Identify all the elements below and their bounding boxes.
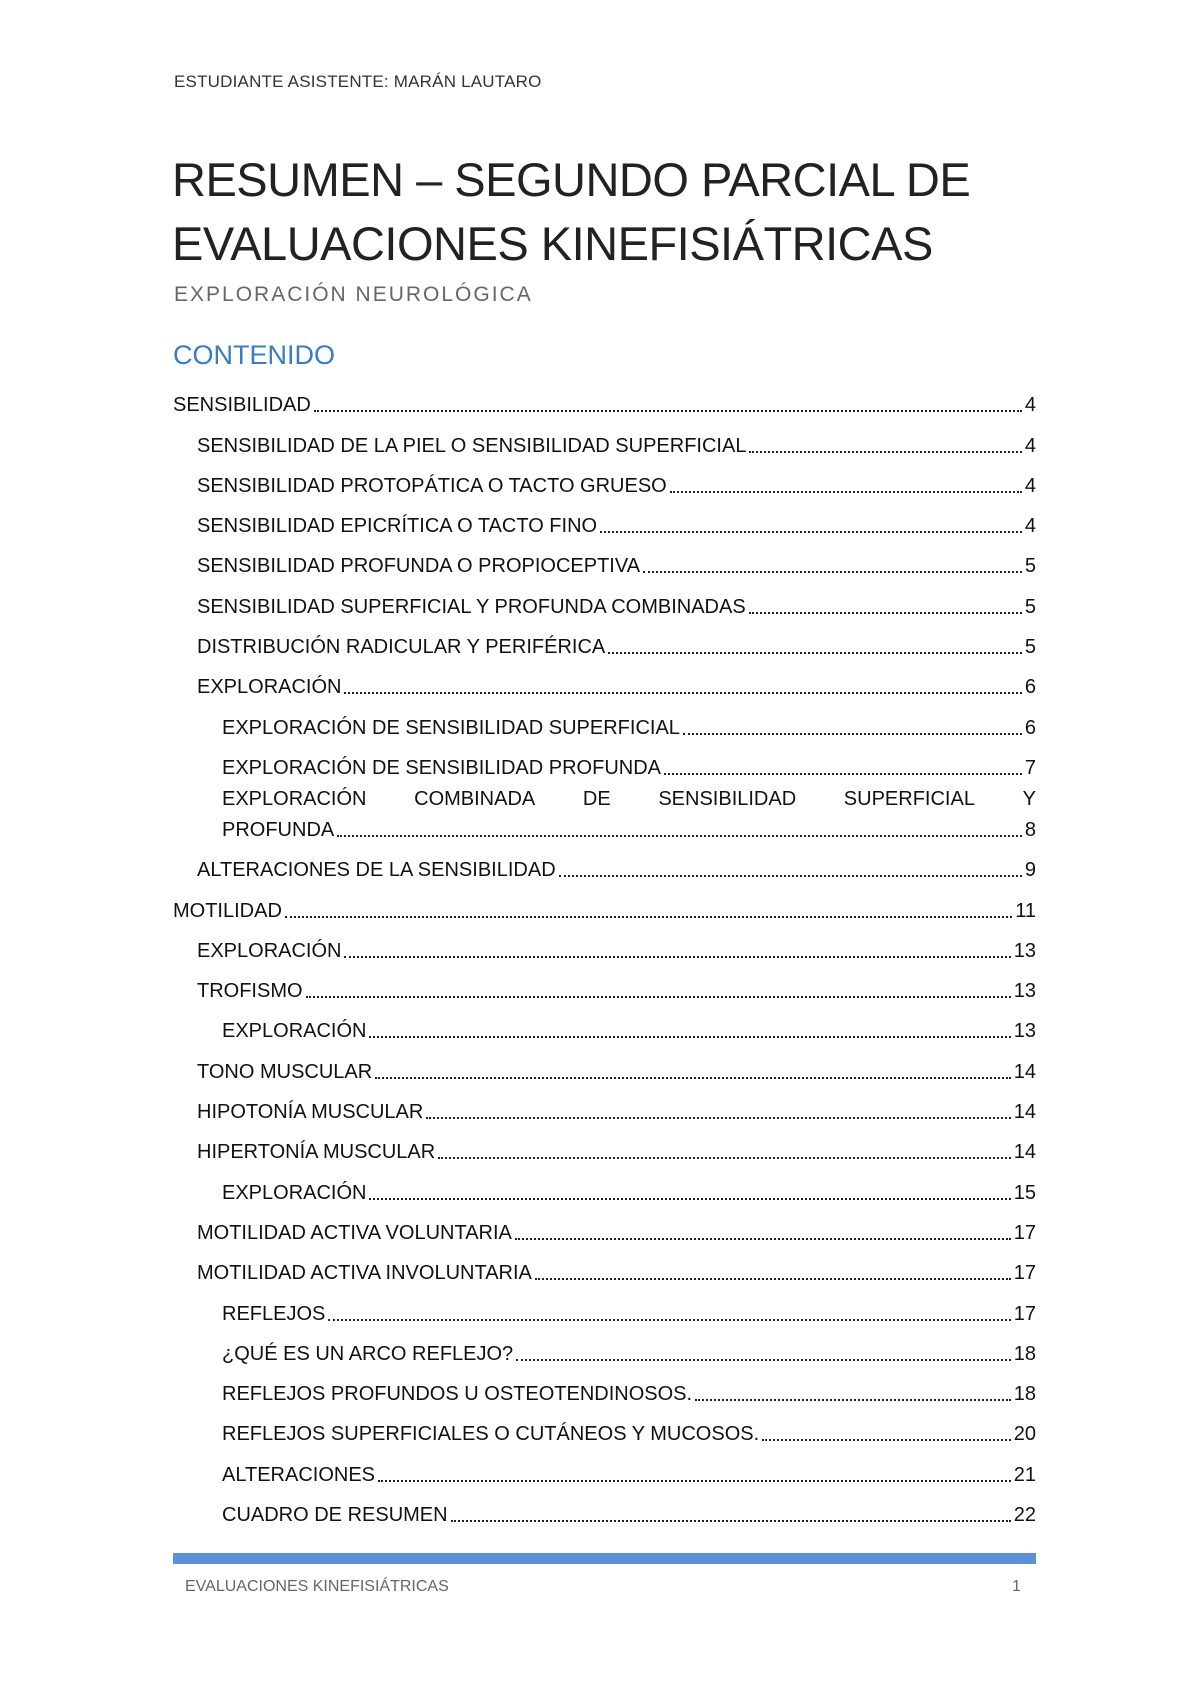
toc-entry[interactable]	[173, 740, 1036, 780]
toc-entry-text: HIPOTONÍA MUSCULAR	[197, 1101, 424, 1124]
toc-page-number: 17	[1013, 1302, 1036, 1325]
table-of-contents	[173, 377, 1036, 1527]
toc-entry-word: EXPLORACIÓN	[222, 787, 367, 810]
document-title	[172, 148, 1072, 276]
toc-leader-dots	[426, 1117, 1010, 1119]
toc-leader-dots	[683, 733, 1022, 735]
toc-entry[interactable]	[173, 578, 1036, 618]
toc-page-number: 14	[1013, 1141, 1036, 1164]
toc-entry-text: MOTILIDAD	[173, 899, 282, 922]
toc-leader-dots	[600, 531, 1022, 533]
toc-entry-text: REFLEJOS PROFUNDOS U OSTEOTENDINOSOS.	[222, 1383, 693, 1406]
toc-entry-text: SENSIBILIDAD	[173, 394, 311, 417]
toc-leader-dots	[643, 571, 1022, 573]
toc-leader-dots	[344, 692, 1021, 694]
toc-entry[interactable]	[173, 1406, 1036, 1446]
toc-leader-dots	[749, 612, 1022, 614]
footer-page-number: 1	[1012, 1578, 1021, 1595]
toc-leader-dots	[369, 1036, 1010, 1038]
title-line-1: RESUMEN – SEGUNDO PARCIAL DE	[172, 153, 971, 206]
toc-leader-dots	[515, 1238, 1011, 1240]
toc-entry[interactable]	[173, 458, 1036, 498]
toc-entry[interactable]	[173, 1446, 1036, 1486]
page-header: ESTUDIANTE ASISTENTE: MARÁN LAUTARO	[174, 72, 542, 91]
toc-entry[interactable]	[173, 619, 1036, 659]
toc-page-number: 4	[1024, 434, 1036, 457]
toc-entry-text: MOTILIDAD ACTIVA INVOLUNTARIA	[197, 1262, 532, 1285]
toc-leader-dots	[369, 1198, 1010, 1200]
toc-leader-dots	[451, 1520, 1011, 1522]
toc-entry-text: EXPLORACIÓN	[222, 1020, 367, 1043]
toc-entry[interactable]	[173, 1487, 1036, 1527]
toc-page-number: 15	[1013, 1181, 1036, 1204]
toc-entry-text: MOTILIDAD ACTIVA VOLUNTARIA	[197, 1221, 512, 1244]
toc-entry-text: ALTERACIONES DE LA SENSIBILIDAD	[197, 859, 556, 882]
toc-page-number: 11	[1015, 899, 1036, 922]
toc-page-number: 8	[1024, 818, 1036, 841]
toc-entry-text: EXPLORACIÓN	[222, 1181, 367, 1204]
toc-leader-dots	[749, 451, 1021, 453]
toc-leader-dots	[344, 956, 1010, 958]
toc-leader-dots	[535, 1278, 1011, 1280]
toc-page-number: 6	[1024, 716, 1036, 739]
toc-entry-text: SENSIBILIDAD PROFUNDA O PROPIOCEPTIVA	[197, 555, 641, 578]
toc-leader-dots	[559, 875, 1022, 877]
toc-entry-word: COMBINADA	[414, 787, 536, 810]
toc-entry[interactable]	[173, 1003, 1036, 1043]
toc-entry[interactable]	[173, 963, 1036, 1003]
toc-page-number: 22	[1013, 1504, 1036, 1527]
toc-entry[interactable]	[173, 780, 1036, 842]
toc-entry-text: REFLEJOS SUPERFICIALES O CUTÁNEOS Y MUCOSOS.	[222, 1423, 760, 1446]
toc-entry[interactable]	[173, 842, 1036, 882]
toc-entry[interactable]	[173, 923, 1036, 963]
toc-page-number: 17	[1013, 1262, 1036, 1285]
toc-entry[interactable]	[173, 1043, 1036, 1083]
toc-page-number: 5	[1024, 595, 1036, 618]
toc-entry-text: ALTERACIONES	[222, 1463, 375, 1486]
toc-entry-text: TONO MUSCULAR	[197, 1060, 373, 1083]
toc-entry-word: DE	[582, 787, 611, 810]
toc-entry[interactable]	[173, 1366, 1036, 1406]
toc-page-number: 18	[1013, 1383, 1036, 1406]
toc-page-number: 13	[1013, 980, 1036, 1003]
toc-leader-dots	[285, 916, 1012, 918]
toc-leader-dots	[314, 410, 1022, 412]
toc-entry-word: SUPERFICIAL	[843, 787, 975, 810]
toc-leader-dots	[516, 1359, 1011, 1361]
toc-entry-text: SENSIBILIDAD EPICRÍTICA O TACTO FINO	[197, 515, 598, 538]
toc-entry[interactable]	[173, 377, 1036, 417]
toc-entry[interactable]	[173, 659, 1036, 699]
toc-entry-text: EXPLORACIÓN	[197, 939, 342, 962]
toc-heading: CONTENIDO	[173, 340, 335, 370]
toc-entry-text: EXPLORACIÓN DE SENSIBILIDAD SUPERFICIAL	[222, 716, 680, 739]
toc-entry-text: SENSIBILIDAD PROTOPÁTICA O TACTO GRUESO	[197, 474, 667, 497]
toc-entry-text: HIPERTONÍA MUSCULAR	[197, 1141, 436, 1164]
toc-entry-text: SENSIBILIDAD DE LA PIEL O SENSIBILIDAD SUPERFICIAL	[197, 434, 747, 457]
toc-entry-word: Y	[1022, 787, 1036, 810]
toc-page-number: 20	[1013, 1423, 1036, 1446]
toc-entry-text: SENSIBILIDAD SUPERFICIAL Y PROFUNDA COMBINADAS	[197, 595, 746, 618]
toc-page-number: 4	[1024, 394, 1036, 417]
toc-leader-dots	[375, 1077, 1011, 1079]
toc-entry[interactable]	[173, 1084, 1036, 1124]
toc-page-number: 14	[1013, 1060, 1036, 1083]
toc-entry[interactable]	[173, 1124, 1036, 1164]
toc-page-number: 17	[1013, 1221, 1036, 1244]
toc-leader-dots	[438, 1157, 1011, 1159]
toc-page-number: 5	[1024, 555, 1036, 578]
toc-leader-dots	[378, 1480, 1011, 1482]
toc-page-number: 6	[1024, 676, 1036, 699]
toc-entry[interactable]	[173, 498, 1036, 538]
toc-entry[interactable]	[173, 1205, 1036, 1245]
toc-entry-text: EXPLORACIÓN	[197, 676, 342, 699]
footer-label: EVALUACIONES KINEFISIÁTRICAS	[185, 1578, 449, 1595]
toc-entry-word: SENSIBILIDAD	[658, 787, 797, 810]
toc-page-number: 4	[1024, 474, 1036, 497]
toc-page-number: 13	[1013, 1020, 1036, 1043]
toc-page-number: 21	[1013, 1463, 1036, 1486]
toc-entry[interactable]	[173, 699, 1036, 739]
toc-page-number: 14	[1013, 1101, 1036, 1124]
toc-leader-dots	[695, 1399, 1011, 1401]
toc-leader-dots	[608, 652, 1022, 654]
toc-entry[interactable]	[173, 1245, 1036, 1285]
toc-leader-dots	[762, 1439, 1011, 1441]
toc-leader-dots	[670, 491, 1022, 493]
toc-page-number: 5	[1024, 636, 1036, 659]
toc-page-number: 13	[1013, 939, 1036, 962]
toc-leader-dots	[328, 1319, 1010, 1321]
toc-entry[interactable]	[173, 1326, 1036, 1366]
toc-entry[interactable]	[173, 882, 1036, 922]
toc-leader-dots	[306, 996, 1011, 998]
title-line-2: EVALUACIONES KINEFISIÁTRICAS	[172, 217, 933, 270]
toc-page-number: 4	[1024, 515, 1036, 538]
toc-page-number: 7	[1024, 756, 1036, 779]
toc-page-number: 9	[1024, 859, 1036, 882]
toc-entry[interactable]	[173, 1285, 1036, 1325]
toc-entry-text: ¿QUÉ ES UN ARCO REFLEJO?	[222, 1342, 514, 1365]
document-subtitle: EXPLORACIÓN NEUROLÓGICA	[174, 283, 533, 306]
toc-entry[interactable]	[173, 538, 1036, 578]
toc-entry[interactable]	[173, 1164, 1036, 1204]
toc-entry-text: CUADRO DE RESUMEN	[222, 1504, 448, 1527]
toc-entry-text: TROFISMO	[197, 980, 303, 1003]
footer-divider	[173, 1553, 1036, 1564]
toc-entry-text: REFLEJOS	[222, 1302, 326, 1325]
toc-page-number: 18	[1013, 1342, 1036, 1365]
toc-leader-dots	[664, 773, 1022, 775]
toc-leader-dots	[337, 835, 1022, 837]
toc-entry[interactable]	[173, 417, 1036, 457]
toc-entry-text: EXPLORACIÓN DE SENSIBILIDAD PROFUNDA	[222, 756, 661, 779]
toc-entry-text: DISTRIBUCIÓN RADICULAR Y PERIFÉRICA	[197, 636, 606, 659]
toc-entry-text: PROFUNDA	[222, 818, 335, 841]
